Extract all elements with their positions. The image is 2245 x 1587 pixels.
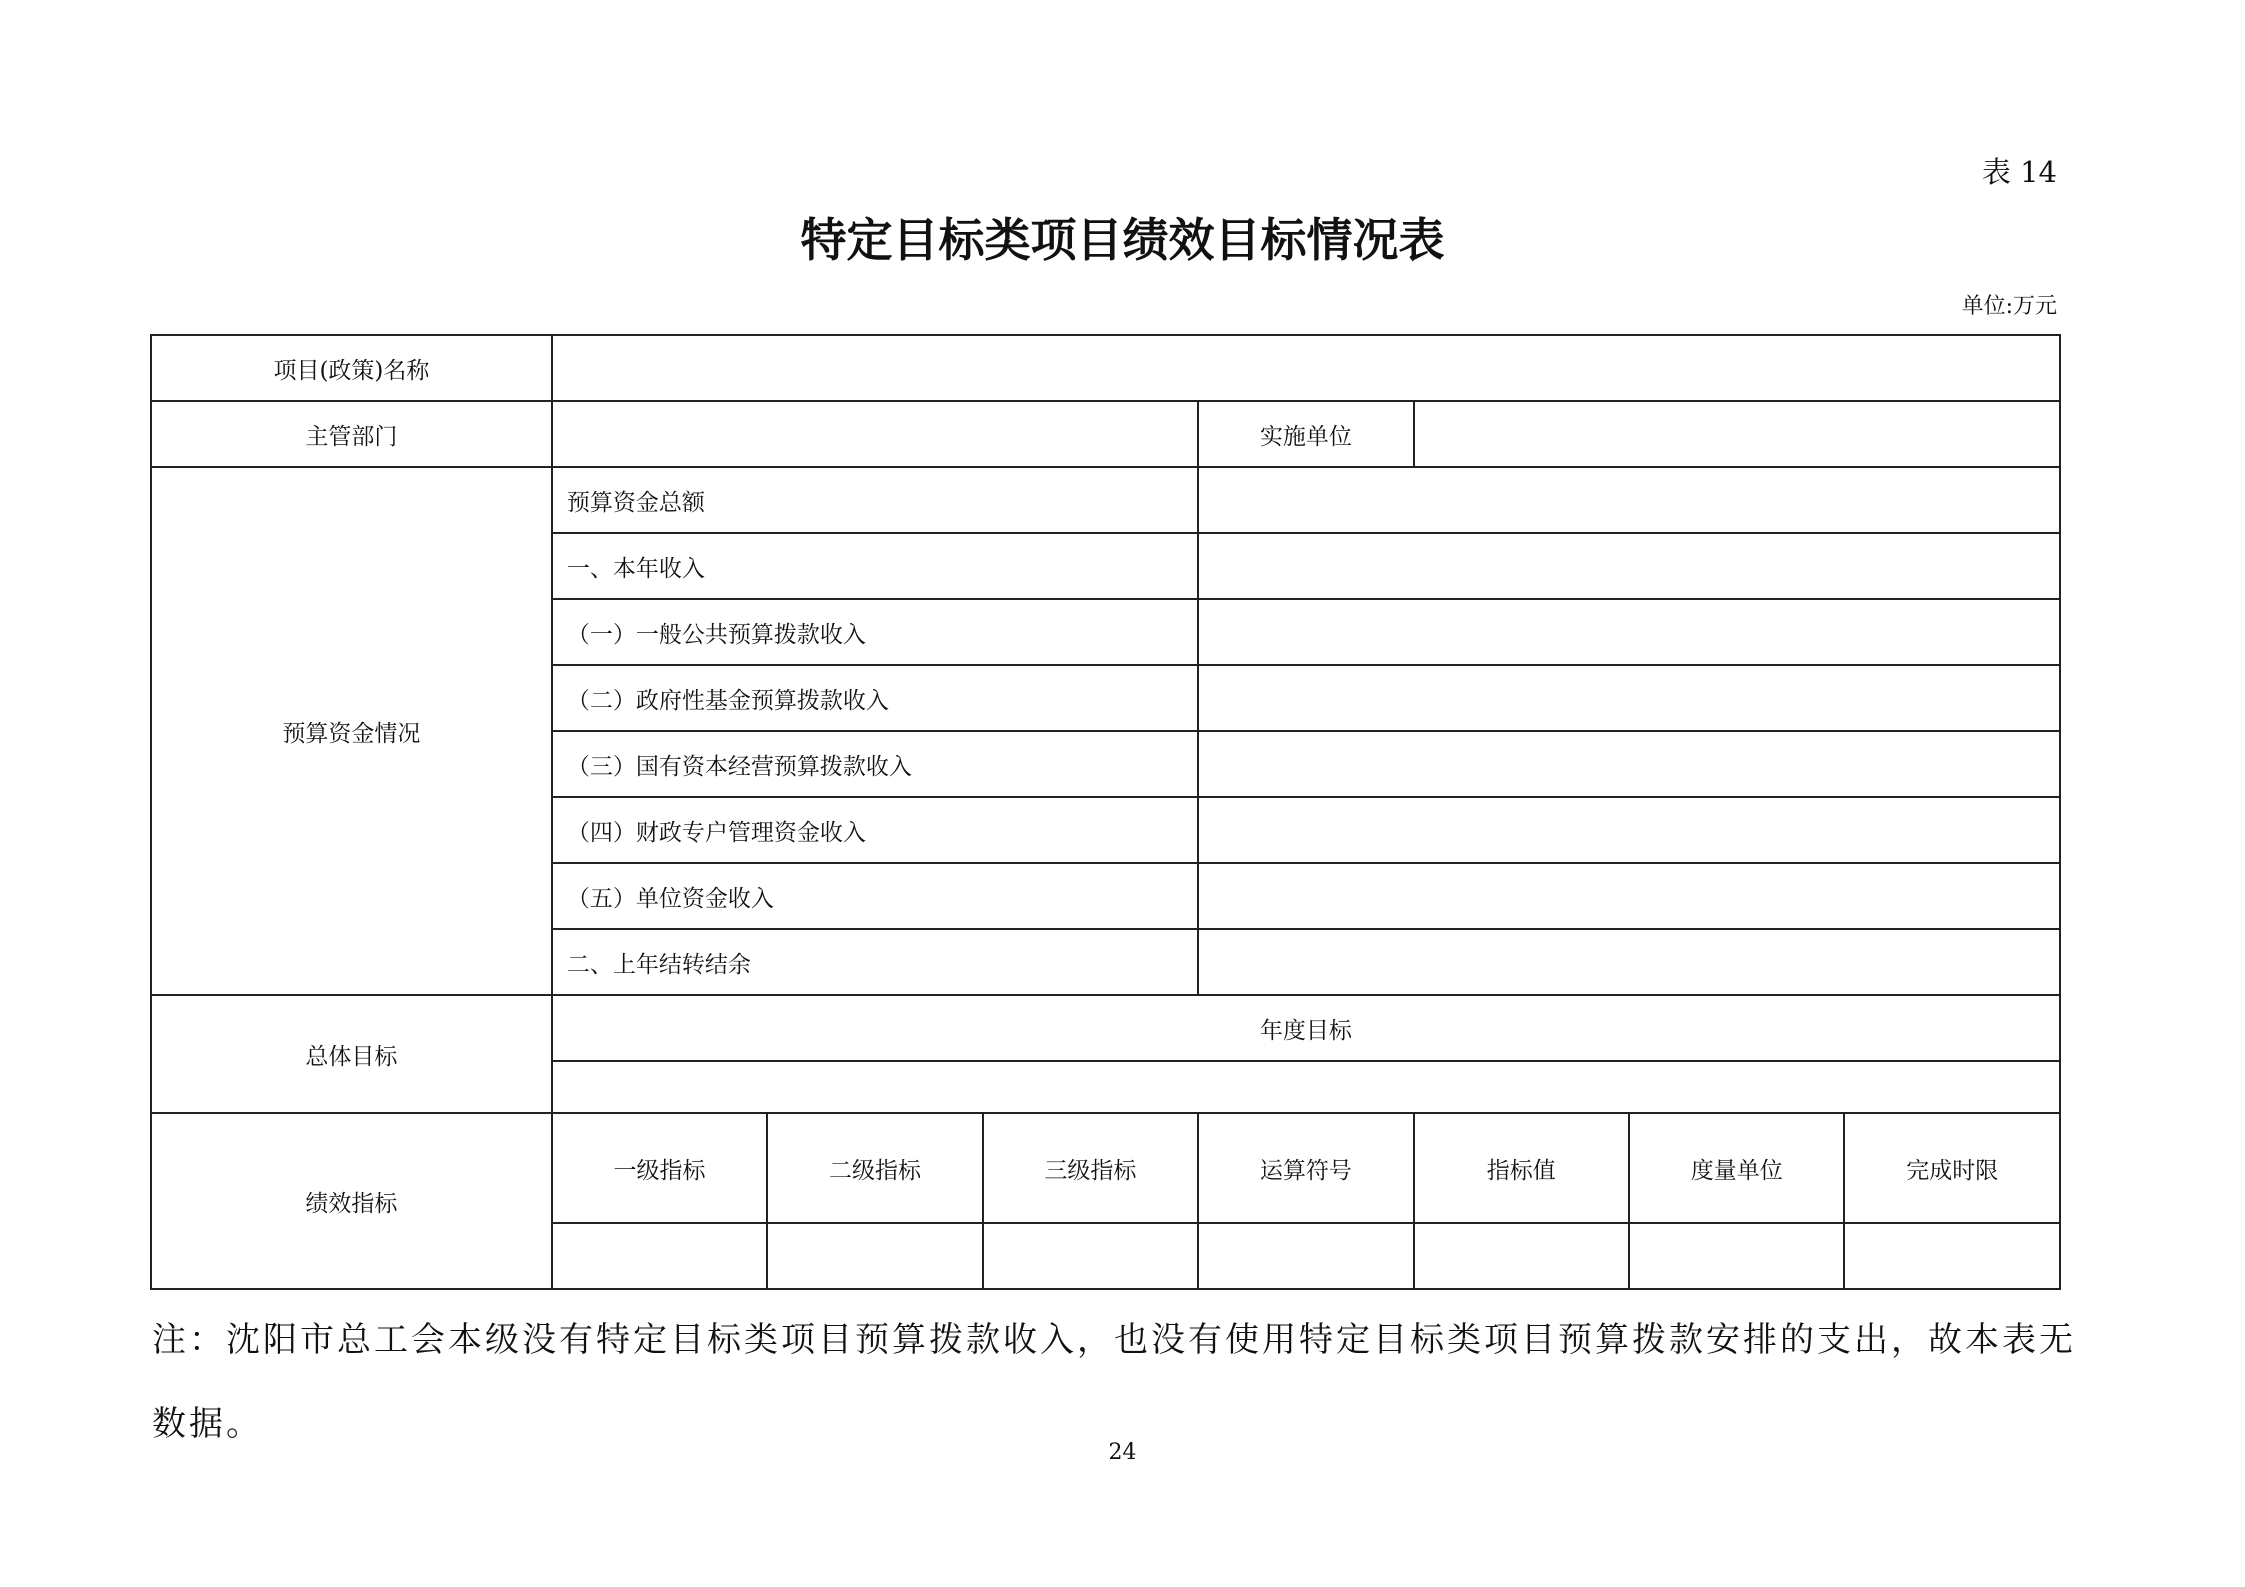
perf-value [1414,1223,1629,1289]
impl-unit-label: 实施单位 [1198,401,1413,467]
impl-unit-value [1414,401,2060,467]
budget-value [1198,665,2060,731]
budget-item: （四）财政专户管理资金收入 [552,797,1198,863]
perf-header: 指标值 [1414,1113,1629,1223]
budget-value [1198,797,2060,863]
perf-header: 运算符号 [1198,1113,1413,1223]
perf-header: 完成时限 [1844,1113,2060,1223]
annual-goal-label: 年度目标 [552,995,2060,1061]
table-number: 表 14 [1981,155,2057,189]
dept-label: 主管部门 [151,401,552,467]
budget-item: 预算资金总额 [552,467,1198,533]
perf-value [1844,1223,2060,1289]
project-name-value [552,335,2060,401]
perf-value [552,1223,767,1289]
budget-item: （二）政府性基金预算拨款收入 [552,665,1198,731]
page-title: 特定目标类项目绩效目标情况表 [800,213,1445,267]
table-row [151,401,2060,467]
performance-target-table [150,334,2061,1290]
project-name-label: 项目(政策)名称 [151,335,552,401]
budget-item: （三）国有资本经营预算拨款收入 [552,731,1198,797]
perf-header: 二级指标 [767,1113,982,1223]
budget-value [1198,929,2060,995]
table-row [151,995,2060,1061]
page-number: 24 [1108,1440,1137,1465]
footnote: 注：沈阳市总工会本级没有特定目标类项目预算拨款收入，也没有使用特定目标类项目预算拨款安排的支出，故本表无数据。 [152,1320,2076,1444]
table-row [151,335,2060,401]
perf-value [767,1223,982,1289]
table-row [151,467,2060,533]
perf-header: 一级指标 [552,1113,767,1223]
dept-value [552,401,1198,467]
budget-value [1198,533,2060,599]
budget-value [1198,731,2060,797]
perf-value [1198,1223,1413,1289]
perf-label: 绩效指标 [151,1113,552,1289]
budget-value [1198,467,2060,533]
table-row [151,1113,2060,1223]
perf-value [983,1223,1198,1289]
budget-item: （一）一般公共预算拨款收入 [552,599,1198,665]
annual-goal-value [552,1061,2060,1113]
unit-label: 单位:万元 [1961,294,2057,319]
budget-value [1198,599,2060,665]
perf-value [1629,1223,1844,1289]
budget-label: 预算资金情况 [151,467,552,995]
perf-header: 度量单位 [1629,1113,1844,1223]
budget-item: 一、本年收入 [552,533,1198,599]
perf-header: 三级指标 [983,1113,1198,1223]
budget-value [1198,863,2060,929]
budget-item: （五）单位资金收入 [552,863,1198,929]
budget-item: 二、上年结转结余 [552,929,1198,995]
overall-goal-label: 总体目标 [151,995,552,1113]
